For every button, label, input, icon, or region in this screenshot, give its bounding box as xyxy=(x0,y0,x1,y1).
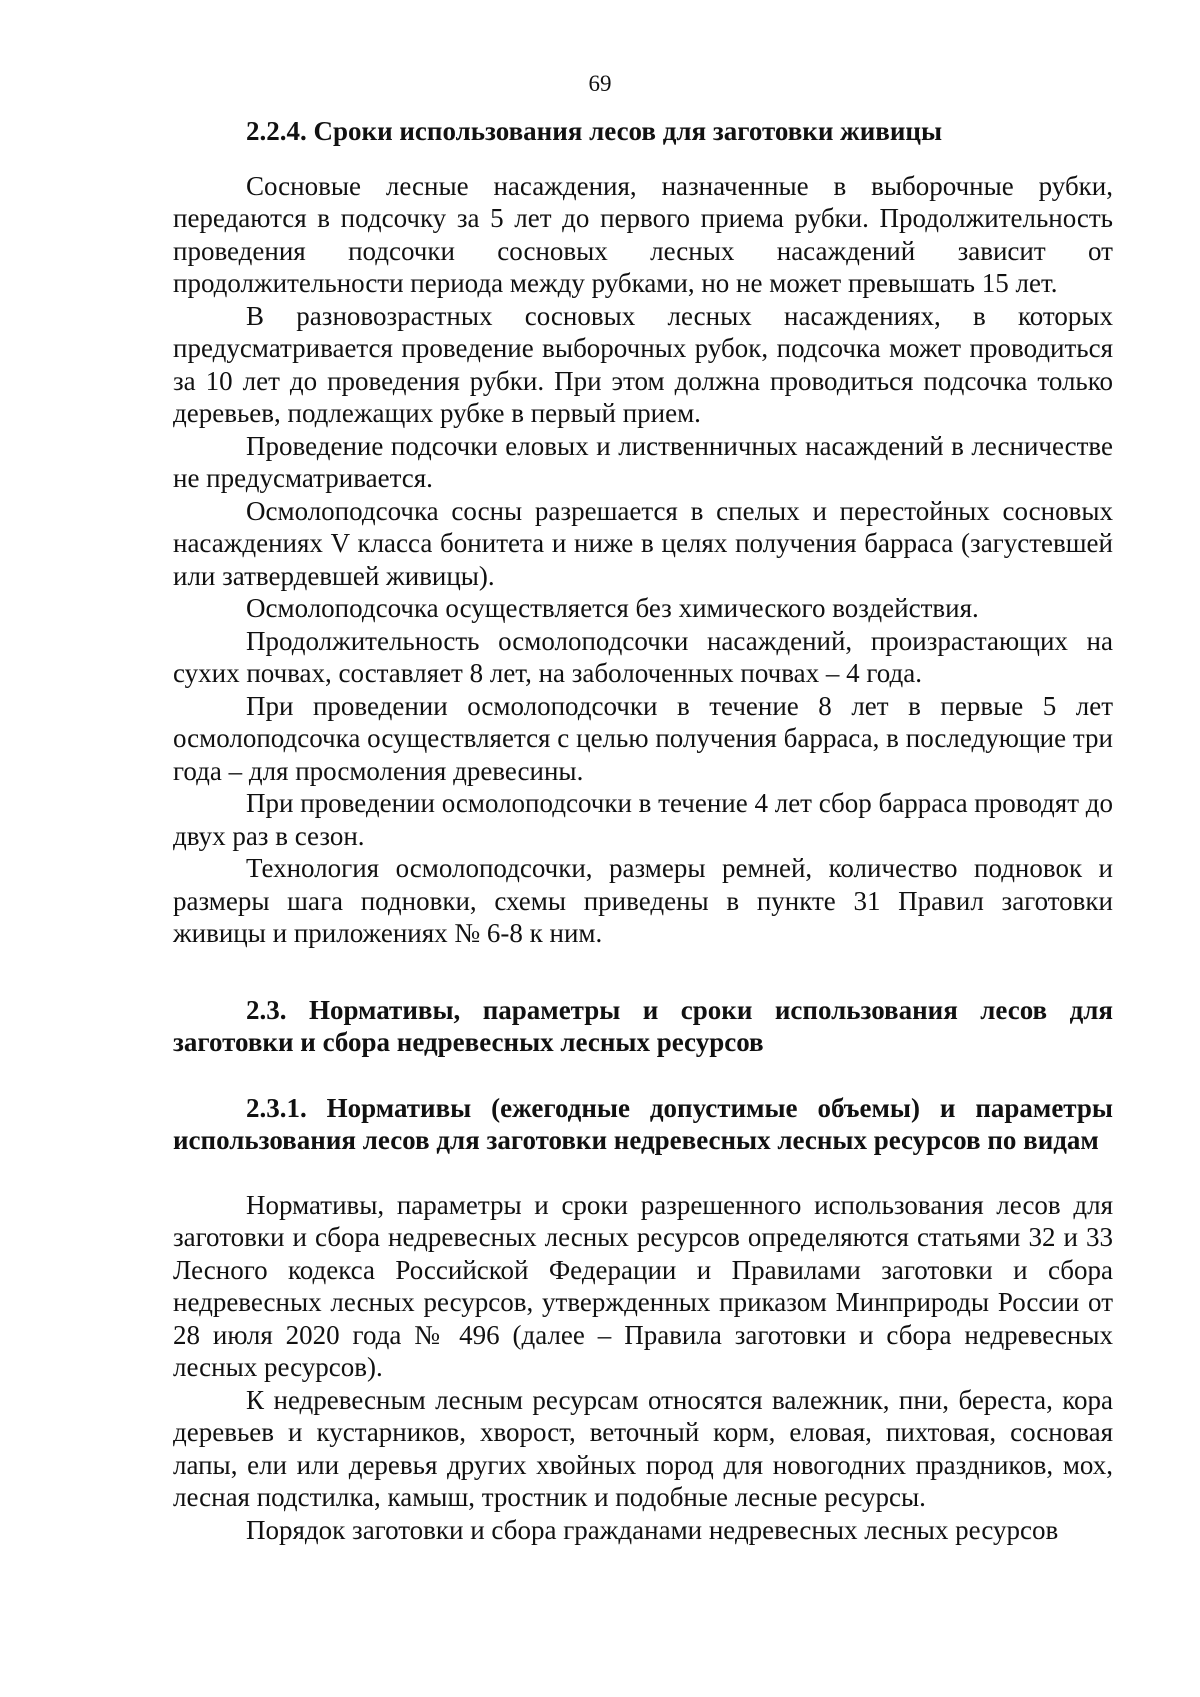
page-number: 69 xyxy=(588,71,612,96)
section-2-2-4-heading: 2.2.4. Сроки использования лесов для заготовки живицы xyxy=(246,116,943,146)
paragraph: При проведении осмолоподсочки в течение 4 лет сбор барраса проводят до двух раз в сезон. xyxy=(173,788,1113,851)
paragraph: Осмолоподсочка осуществляется без химического воздействия. xyxy=(246,593,979,623)
paragraph: К недревесным лесным ресурсам относятся валежник, пни, береста, кора деревьев и кустарников, хворост, веточный корм, еловая, пихтовая, сосновая лапы, ели или деревья других хвойных пород для новогодних праздников, мох, лесная подстилка, камыш, тростник и подобные лесные ресурсы. xyxy=(173,1384,1113,1512)
paragraph: При проведении осмолоподсочки в течение 8 лет в первые 5 лет осмолоподсочка осуществляется с целью получения барраса, в последующие три года – для просмоления древесины. xyxy=(173,690,1113,786)
paragraph: Проведение подсочки еловых и лиственничных насаждений в лесничестве не предусматривается. xyxy=(173,430,1113,493)
paragraph: Технология осмолоподсочки, размеры ремней, количество подновок и размеры шага подновки, схемы приведены в пункте 31 Правил заготовки живицы и приложениях № 6-8 к ним. xyxy=(173,853,1113,948)
paragraph: Порядок заготовки и сбора гражданами недревесных лесных ресурсов xyxy=(246,1514,1059,1545)
page-content xyxy=(173,115,1113,1546)
paragraph: Осмолоподсочка сосны разрешается в спелых и перестойных сосновых насаждениях V класса бонитета и ниже в целях получения барраса (загустевшей или затвердевшей живицы). xyxy=(173,495,1113,591)
section-2-3-heading: 2.3. Нормативы, параметры и сроки использования лесов для заготовки и сбора недревесных лесных ресурсов xyxy=(173,994,1113,1057)
paragraph: Продолжительность осмолоподсочки насаждений, произрастающих на сухих почвах, составляет 8 лет, на заболоченных почвах – 4 года. xyxy=(173,625,1113,688)
paragraph: Нормативы, параметры и сроки разрешенного использования лесов для заготовки и сбора недревесных лесных ресурсов определяются статьями 32 и 33 Лесного кодекса Российской Федерации и Правилами заготовки и сбора недревесных лесных ресурсов, утвержденных приказом Минприроды России от 28 июля 2020 года № 496 (далее – Правила заготовки и сбора недревесных лесных ресурсов). xyxy=(173,1189,1113,1382)
paragraph: Сосновые лесные насаждения, назначенные в выборочные рубки, передаются в подсочку за 5 лет до первого приема рубки. Продолжительность проведения подсочки сосновых лесных насаждений зависит от продолжительности периода между рубками, но не может превышать 15 лет. xyxy=(173,170,1113,298)
paragraph: В разновозрастных сосновых лесных насаждениях, в которых предусматривается проведение выборочных рубок, подсочка может проводиться за 10 лет до проведения рубки. При этом должна проводиться подсочка только деревьев, подлежащих рубке в первый прием. xyxy=(173,300,1113,428)
section-2-3-1-heading: 2.3.1. Нормативы (ежегодные допустимые объемы) и параметры использования лесов для заготовки недревесных лесных ресурсов по видам xyxy=(173,1092,1113,1155)
